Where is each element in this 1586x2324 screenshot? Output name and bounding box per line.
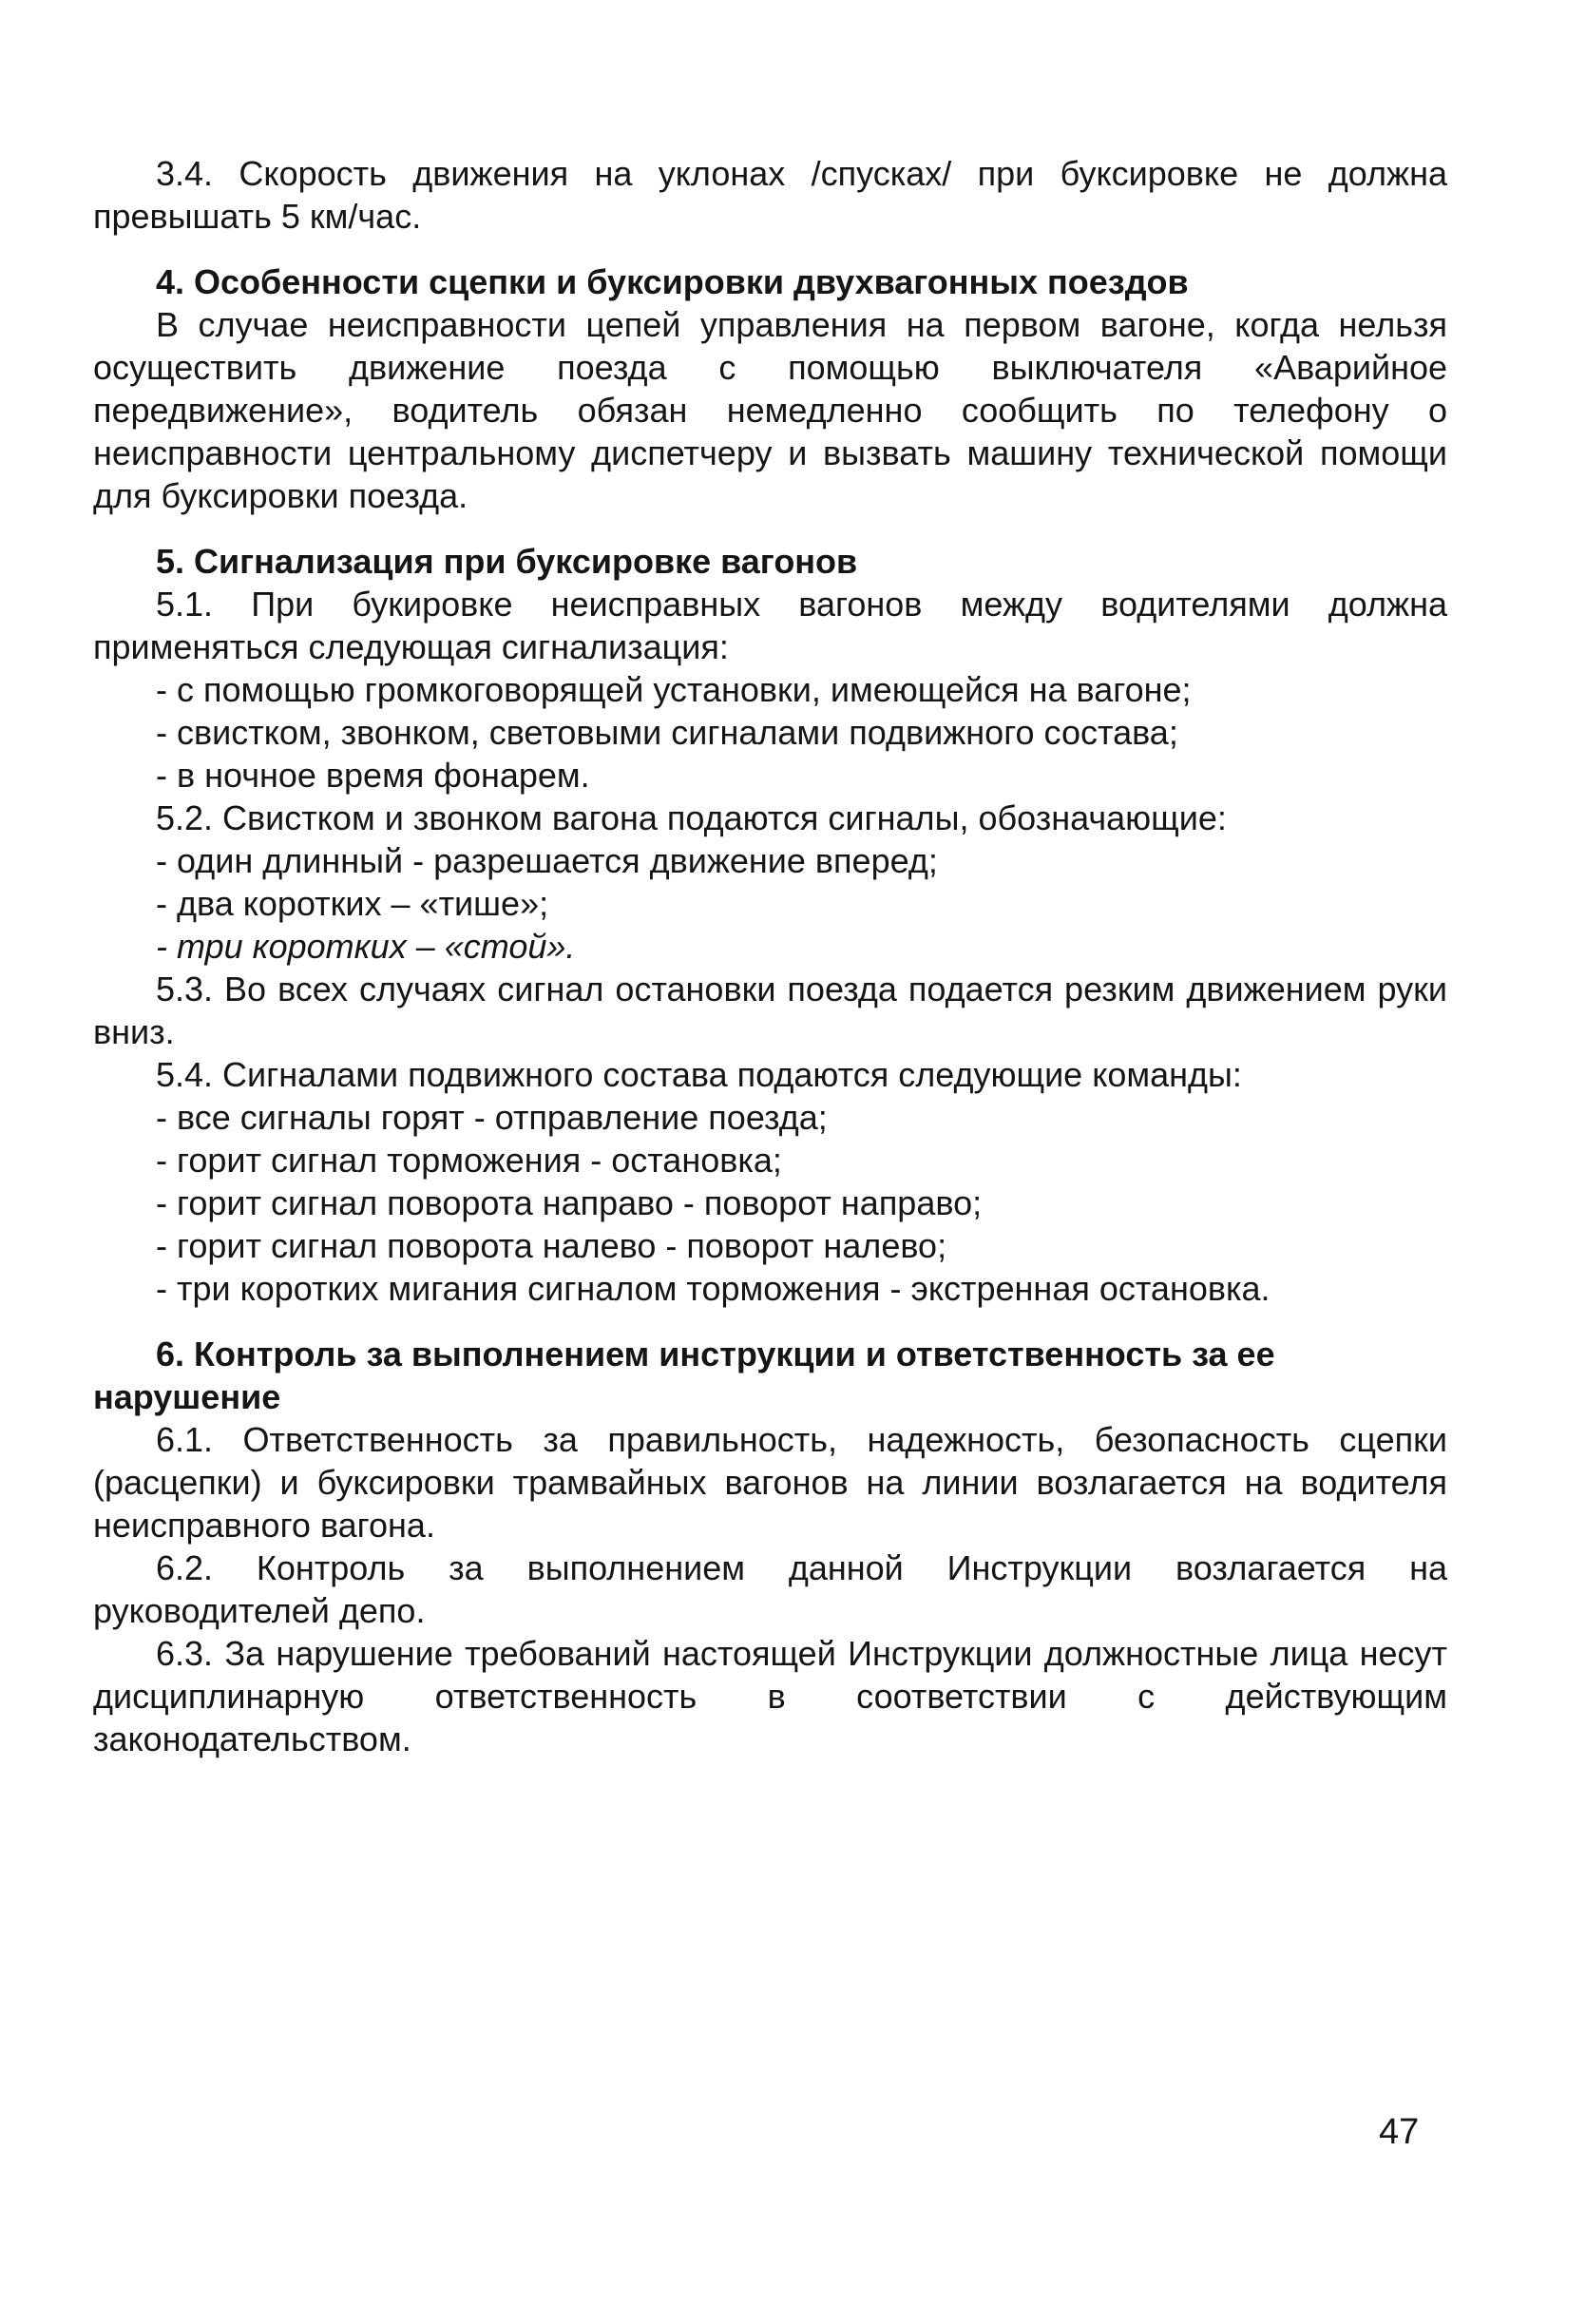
section-5-heading: 5. Сигнализация при буксировке вагонов xyxy=(156,542,858,581)
paragraph-4-body: В случае неисправности цепей управления на первом вагоне, когда нельзя осуществить движение поезда с помощью выключателя «Аварийное передвижение», водитель обязан немедленно сообщить по телефону о неисправности центральному диспетчеру и вызвать машину технической помощи для буксировки поезда. xyxy=(93,305,1447,515)
list-item-5-4-a: - все сигналы горят - отправление поезда; xyxy=(156,1098,828,1137)
paragraph-5-2: 5.2. Свистком и звонком вагона подаются сигналы, обозначающие: xyxy=(156,798,1227,837)
list-item-5-4-e: - три коротких мигания сигналом торможения - экстренная остановка. xyxy=(156,1269,1271,1308)
paragraph-6-3: 6.3. За нарушение требований настоящей Инструкции должностные лица несут дисциплинарную ответственность в соответствии с действующим законодательством. xyxy=(93,1634,1447,1758)
list-item-5-2-a: - один длинный - разрешается движение вперед; xyxy=(156,841,938,880)
paragraph-5-4: 5.4. Сигналами подвижного состава подаются следующие команды: xyxy=(156,1055,1242,1094)
paragraph-3-4: 3.4. Скорость движения на уклонах /спусках/ при буксировке не должна превышать 5 км/час. xyxy=(93,154,1447,236)
paragraph-5-1: 5.1. При букировке неисправных вагонов между водителями должна применяться следующая сигнализация: xyxy=(93,585,1447,666)
list-item-5-1-a: - с помощью громкоговорящей установки, имеющейся на вагоне; xyxy=(156,670,1192,709)
section-6-heading: 6. Контроль за выполнением инструкции и ответственность за ее нарушение xyxy=(93,1335,1275,1416)
list-item-5-2-b: - два коротких – «тише»; xyxy=(156,884,549,923)
paragraph-5-3: 5.3. Во всех случаях сигнал остановки поезда подается резким движением руки вниз. xyxy=(93,970,1447,1051)
list-item-5-4-c: - горит сигнал поворота направо - поворот направо; xyxy=(156,1183,983,1222)
list-item-5-1-c: - в ночное время фонарем. xyxy=(156,756,590,795)
paragraph-6-1: 6.1. Ответственность за правильность, надежность, безопасность сцепки (расцепки) и буксировки трамвайных вагонов на линии возлагается на водителя неисправного вагона. xyxy=(93,1420,1447,1545)
page-number: 47 xyxy=(1379,2112,1420,2152)
section-4-heading: 4. Особенности сцепки и буксировки двухвагонных поездов xyxy=(156,262,1189,301)
page-content xyxy=(93,152,1447,1760)
list-item-5-2-c: - три коротких – «стой». xyxy=(156,927,576,966)
paragraph-6-2: 6.2. Контроль за выполнением данной Инструкции возлагается на руководителей депо. xyxy=(93,1548,1447,1630)
list-item-5-1-b: - свистком, звонком, световыми сигналами подвижного состава; xyxy=(156,713,1178,752)
list-item-5-4-d: - горит сигнал поворота налево - поворот налево; xyxy=(156,1226,947,1265)
list-item-5-4-b: - горит сигнал торможения - остановка; xyxy=(156,1141,782,1180)
